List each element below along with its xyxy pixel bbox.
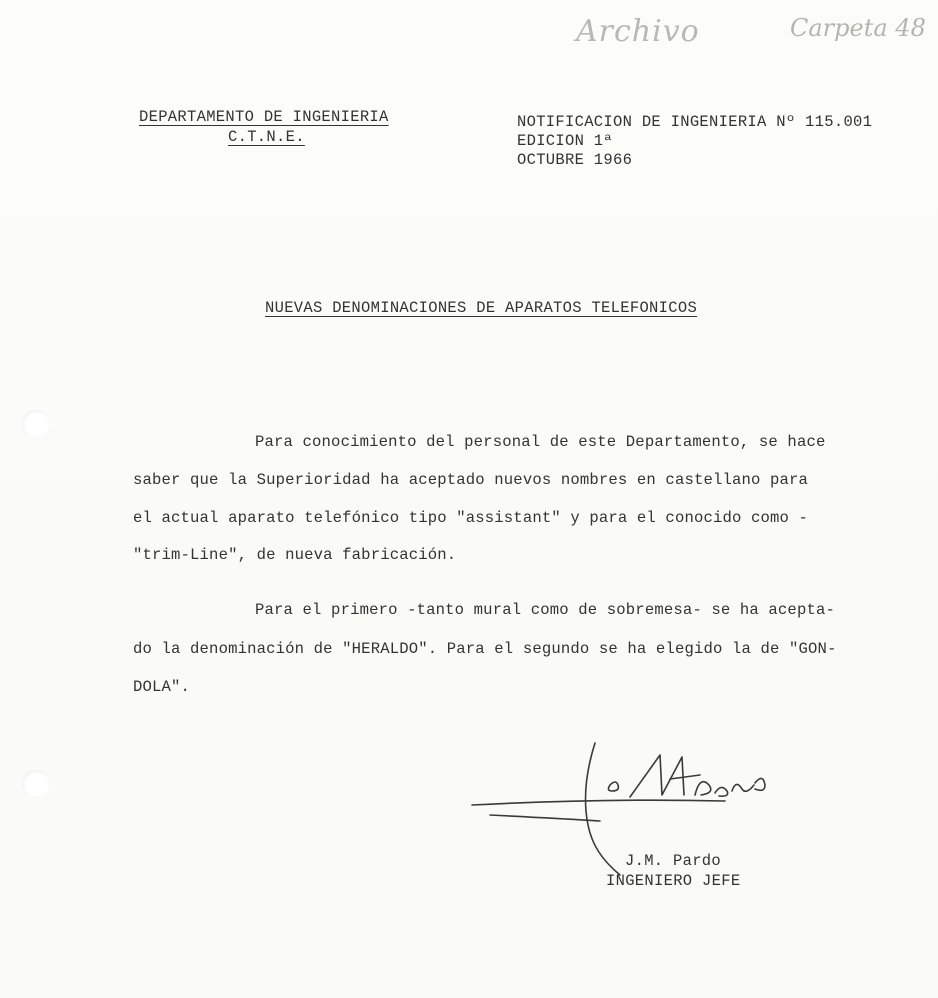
edition: EDICION 1ª: [517, 132, 614, 150]
paragraph1-line: Para conocimiento del personal de este Departamento, se hace: [255, 433, 826, 451]
handwritten-signature: [470, 735, 790, 895]
archive-annotation: Archivo: [576, 14, 700, 49]
company-initials: C.T.N.E.: [228, 128, 305, 146]
paragraph1-line: saber que la Superioridad ha aceptado nuevos nombres en castellano para: [133, 471, 809, 489]
folder-annotation: Carpeta 48: [790, 14, 926, 42]
signatory-role: INGENIERO JEFE: [606, 872, 741, 890]
punch-hole: [22, 770, 50, 798]
department-name: DEPARTAMENTO DE INGENIERIA: [139, 108, 389, 126]
date: OCTUBRE 1966: [517, 151, 633, 169]
notification-number: NOTIFICACION DE INGENIERIA Nº 115.001: [517, 113, 873, 131]
punch-hole: [22, 410, 50, 438]
paragraph1-line: "trim-Line", de nueva fabricación.: [133, 546, 457, 564]
signatory-name: J.M. Pardo: [625, 852, 722, 870]
paragraph2-line: DOLA".: [133, 678, 191, 696]
paragraph2-line: do la denominación de "HERALDO". Para el segundo se ha elegido la de "GON-: [133, 640, 837, 658]
paragraph2-line: Para el primero -tanto mural como de sobremesa- se ha acepta-: [255, 601, 835, 619]
document-title: NUEVAS DENOMINACIONES DE APARATOS TELEFONICOS: [265, 299, 698, 317]
paragraph1-line: el actual aparato telefónico tipo "assistant" y para el conocido como -: [133, 509, 809, 527]
